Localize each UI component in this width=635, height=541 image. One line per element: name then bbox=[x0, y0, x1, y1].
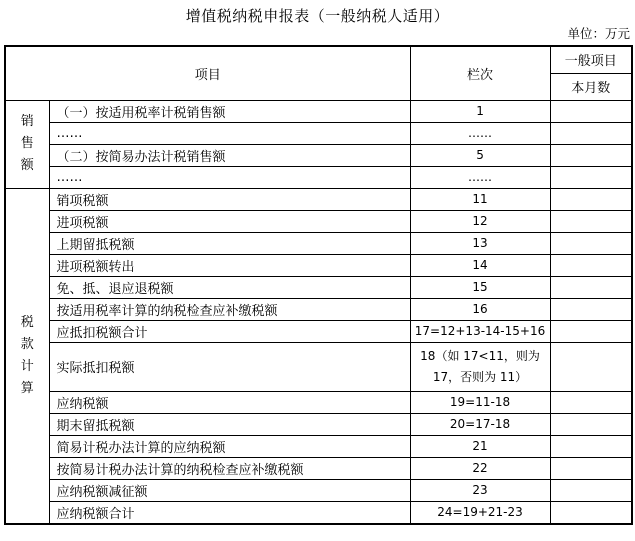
item-cell: 应纳税额合计 bbox=[49, 501, 410, 524]
table-row bbox=[5, 457, 632, 479]
header-subheader-cell: 本月数 bbox=[550, 73, 632, 100]
item-cell: 免、抵、退应退税额 bbox=[49, 276, 410, 298]
item-cell: （一）按适用税率计税销售额 bbox=[49, 100, 410, 122]
value-cell bbox=[550, 166, 632, 188]
section-label-sales bbox=[5, 100, 49, 188]
value-cell bbox=[550, 320, 632, 342]
page-title: 增值税纳税申报表（一般纳税人适用） bbox=[185, 7, 450, 25]
table-row bbox=[5, 320, 632, 342]
item-cell: 上期留抵税额 bbox=[49, 232, 410, 254]
item-cell: 进项税额 bbox=[49, 210, 410, 232]
column-cell: 5 bbox=[410, 144, 550, 166]
item-cell: 按适用税率计算的纳税检查应补缴税额 bbox=[49, 298, 410, 320]
column-cell: 18（如 17<11，则为 17，否则为 11） bbox=[410, 342, 550, 391]
column-cell: 1 bbox=[410, 100, 550, 122]
item-cell: 实际抵扣税额 bbox=[49, 342, 410, 391]
value-cell bbox=[550, 501, 632, 524]
item-cell: 应纳税额减征额 bbox=[49, 479, 410, 501]
value-cell bbox=[550, 210, 632, 232]
value-cell bbox=[550, 144, 632, 166]
column-cell: 23 bbox=[410, 479, 550, 501]
value-cell bbox=[550, 276, 632, 298]
value-cell bbox=[550, 391, 632, 413]
table-row bbox=[5, 100, 632, 122]
vat-declaration-table bbox=[4, 45, 633, 525]
header-item-cell: 项目 bbox=[5, 46, 410, 100]
column-cell: …… bbox=[410, 166, 550, 188]
item-cell: …… bbox=[49, 166, 410, 188]
value-cell bbox=[550, 457, 632, 479]
table-row bbox=[5, 276, 632, 298]
unit-label: 单位：万元 bbox=[567, 26, 630, 41]
item-cell: 应纳税额 bbox=[49, 391, 410, 413]
header-group-cell: 一般项目 bbox=[550, 46, 632, 73]
value-cell bbox=[550, 232, 632, 254]
item-cell: …… bbox=[49, 122, 410, 144]
column-cell: 19=11-18 bbox=[410, 391, 550, 413]
value-cell bbox=[550, 122, 632, 144]
column-cell: 14 bbox=[410, 254, 550, 276]
column-cell: 11 bbox=[410, 188, 550, 210]
column-cell: 15 bbox=[410, 276, 550, 298]
column-cell: 13 bbox=[410, 232, 550, 254]
column-cell: 22 bbox=[410, 457, 550, 479]
table-row bbox=[5, 232, 632, 254]
value-cell bbox=[550, 298, 632, 320]
value-cell bbox=[550, 254, 632, 276]
column-cell: 21 bbox=[410, 435, 550, 457]
item-cell: 销项税额 bbox=[49, 188, 410, 210]
table-row bbox=[5, 166, 632, 188]
header-row-1 bbox=[5, 46, 632, 73]
item-cell: 按简易计税办法计算的纳税检查应补缴税额 bbox=[49, 457, 410, 479]
item-cell: 期末留抵税额 bbox=[49, 413, 410, 435]
section-label-tax-calc bbox=[5, 188, 49, 524]
header-column-cell: 栏次 bbox=[410, 46, 550, 100]
table-row bbox=[5, 122, 632, 144]
column-cell: …… bbox=[410, 122, 550, 144]
item-cell: 进项税额转出 bbox=[49, 254, 410, 276]
item-cell: 应抵扣税额合计 bbox=[49, 320, 410, 342]
column-cell: 24=19+21-23 bbox=[410, 501, 550, 524]
table-row bbox=[5, 210, 632, 232]
value-cell bbox=[550, 100, 632, 122]
section-label-text: 税款计算 bbox=[20, 314, 34, 396]
table-row bbox=[5, 391, 632, 413]
value-cell bbox=[550, 413, 632, 435]
table-row bbox=[5, 188, 632, 210]
value-cell bbox=[550, 342, 632, 391]
value-cell bbox=[550, 188, 632, 210]
column-cell: 17=12+13-14-15+16 bbox=[410, 320, 550, 342]
section-label-text: 销售额 bbox=[20, 114, 34, 173]
table-row bbox=[5, 479, 632, 501]
table-row bbox=[5, 342, 632, 391]
column-cell: 20=17-18 bbox=[410, 413, 550, 435]
item-cell: （二）按简易办法计税销售额 bbox=[49, 144, 410, 166]
table-row bbox=[5, 298, 632, 320]
table-row bbox=[5, 413, 632, 435]
item-cell: 简易计税办法计算的应纳税额 bbox=[49, 435, 410, 457]
value-cell bbox=[550, 479, 632, 501]
table-row bbox=[5, 144, 632, 166]
table-row bbox=[5, 254, 632, 276]
table-row bbox=[5, 501, 632, 524]
column-cell: 16 bbox=[410, 298, 550, 320]
value-cell bbox=[550, 435, 632, 457]
column-cell: 12 bbox=[410, 210, 550, 232]
table-row bbox=[5, 435, 632, 457]
